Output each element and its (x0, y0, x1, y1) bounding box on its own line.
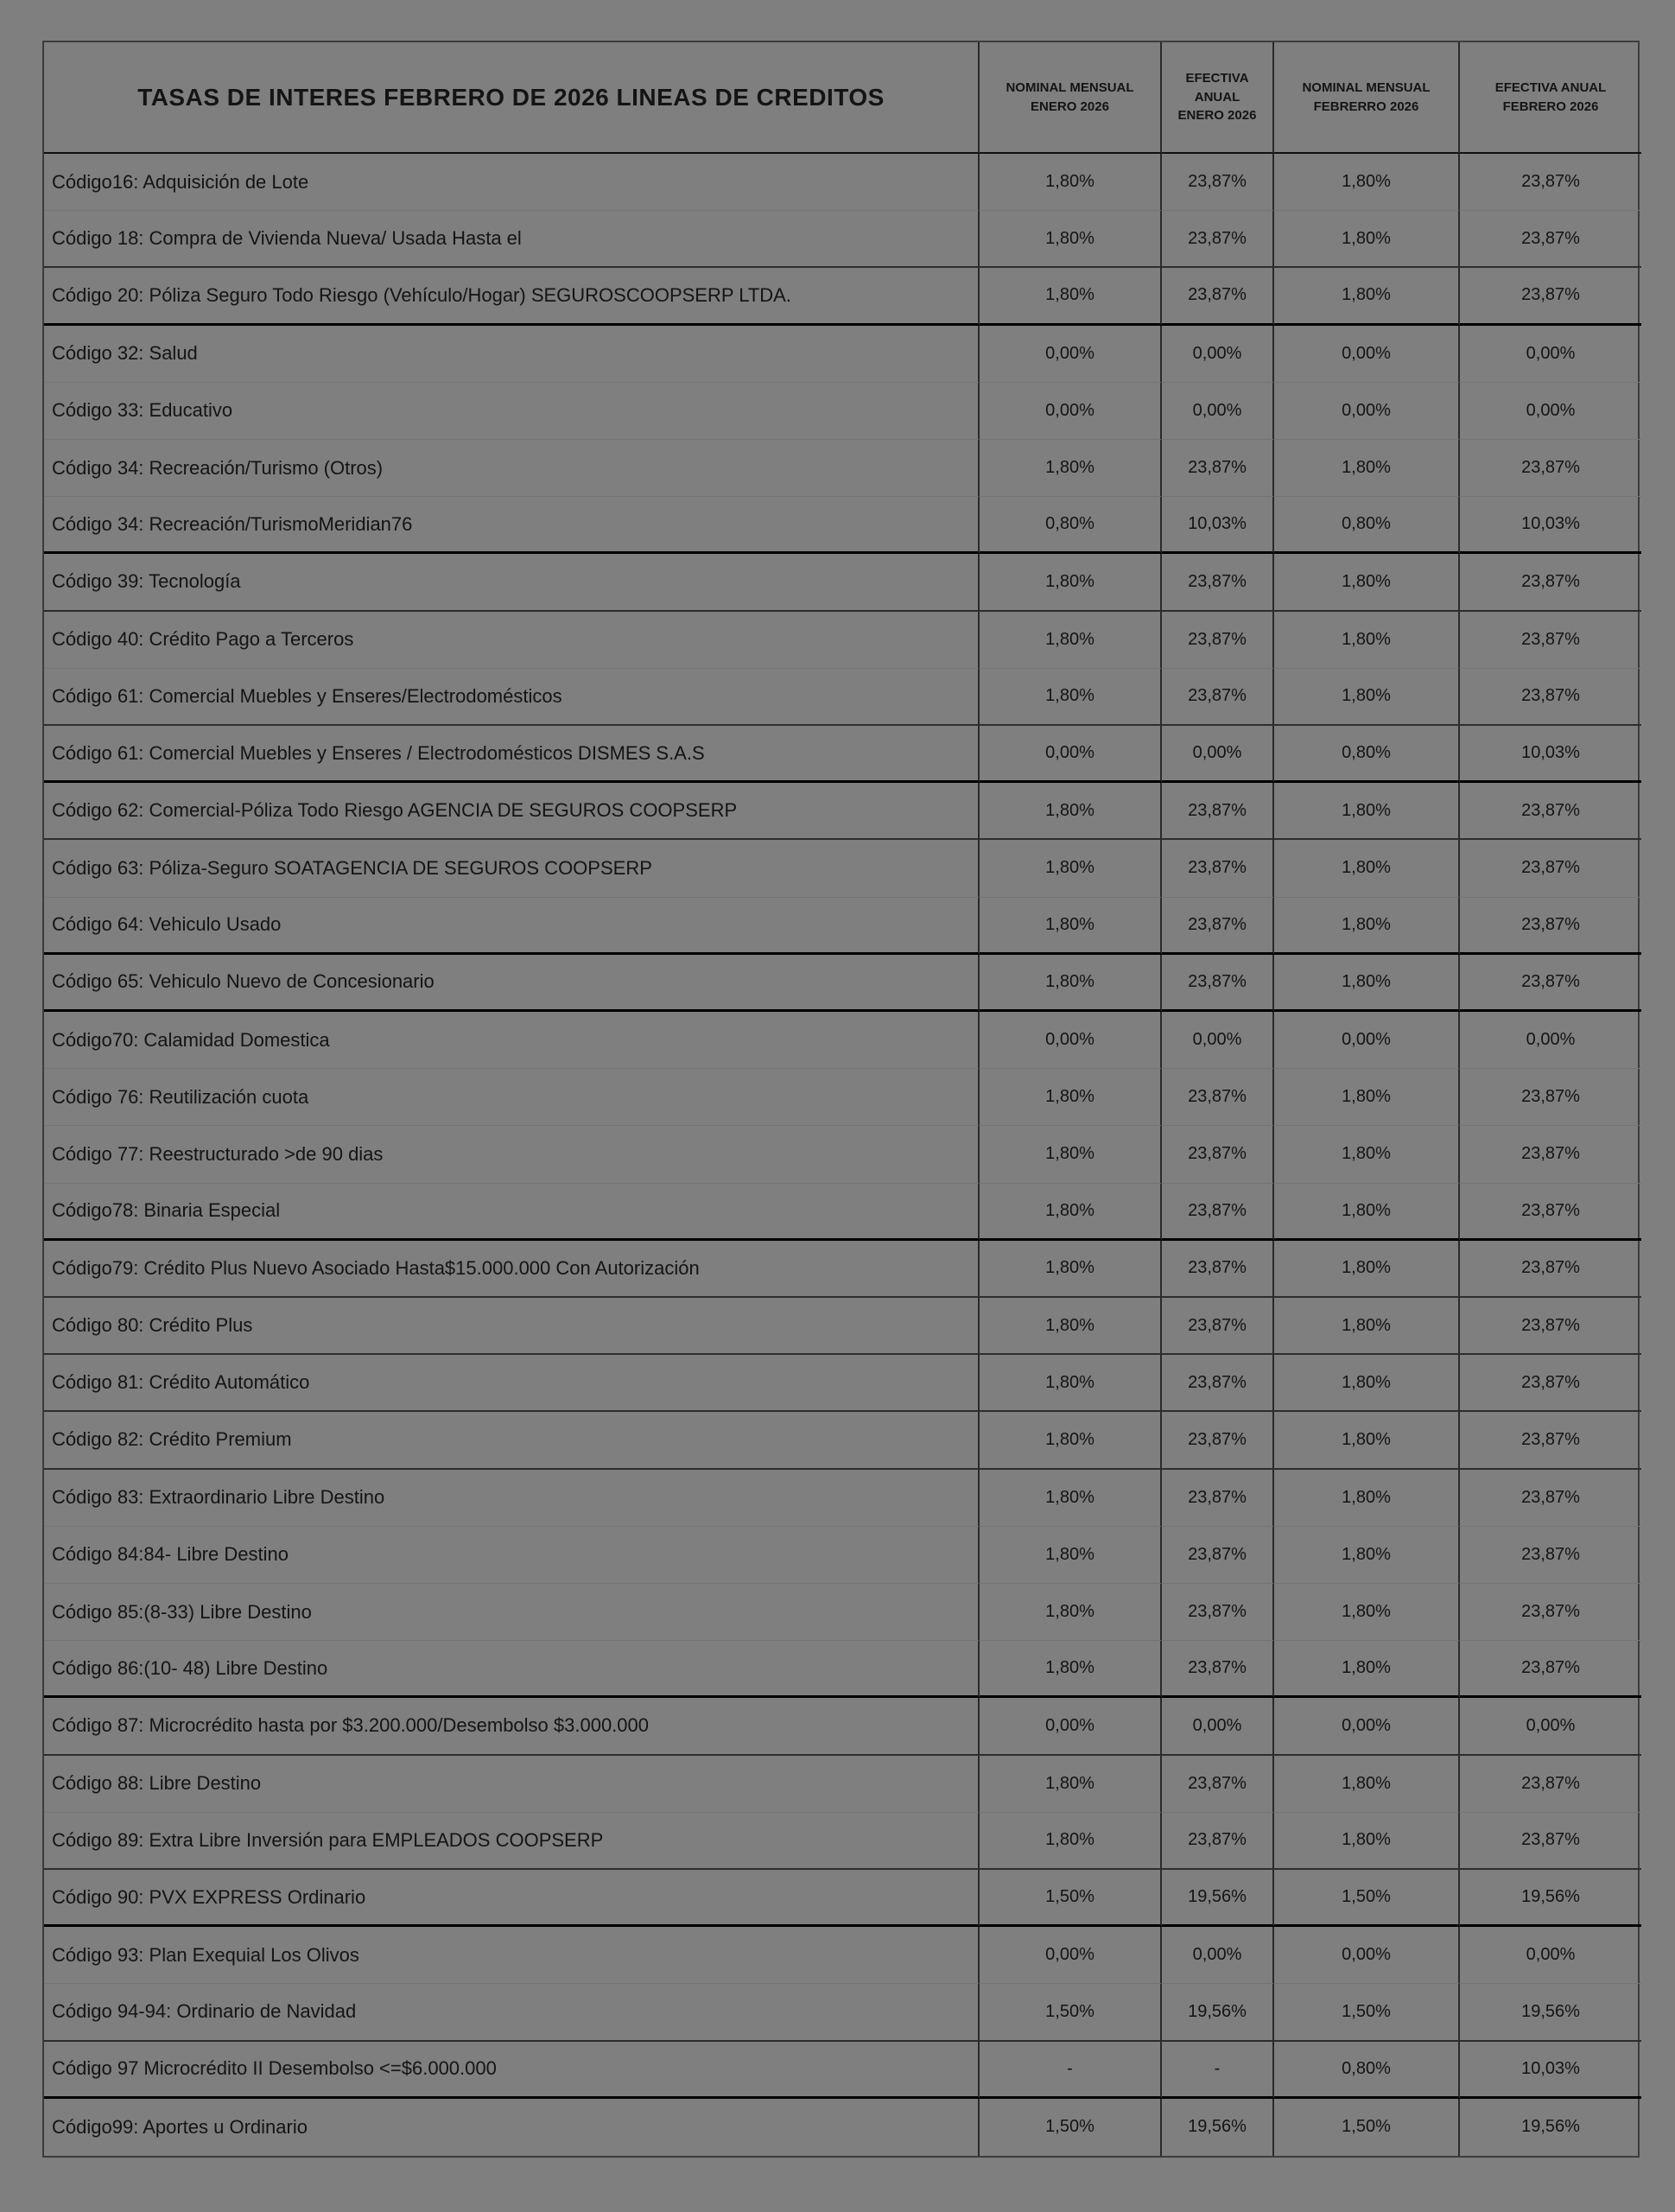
rate-cell-efectiva-febrero: 23,87% (1460, 783, 1641, 840)
rate-cell-efectiva-febrero: 23,87% (1460, 440, 1641, 497)
rate-cell-efectiva-enero: 23,87% (1162, 268, 1274, 325)
rate-cell-efectiva-febrero: 23,87% (1460, 1756, 1641, 1813)
row-label: Código 76: Reutilización cuota (44, 1069, 980, 1126)
rate-cell-efectiva-enero: 19,56% (1162, 1984, 1274, 2041)
rate-cell-nominal-enero: 1,80% (980, 1355, 1162, 1412)
rate-cell-efectiva-enero: 23,87% (1162, 783, 1274, 840)
column-header-efectiva-anual-febrero: EFECTIVA ANUAL FEBRERO 2026 (1460, 42, 1641, 154)
rate-cell-efectiva-febrero: 0,00% (1460, 1927, 1641, 1984)
table-title: TASAS DE INTERES FEBRERO DE 2026 LINEAS DE CREDITOS (44, 42, 980, 154)
rate-cell-nominal-febrero: 0,00% (1274, 383, 1460, 440)
row-label: Código 61: Comercial Muebles y Enseres/Electrodomésticos (44, 669, 980, 726)
rate-cell-nominal-enero: 1,80% (980, 268, 1162, 325)
rate-cell-efectiva-febrero: 23,87% (1460, 1470, 1641, 1527)
row-label: Código70: Calamidad Domestica (44, 1012, 980, 1069)
row-label: Código 39: Tecnología (44, 554, 980, 611)
rate-cell-efectiva-febrero: 19,56% (1460, 1870, 1641, 1927)
rate-cell-efectiva-febrero: 23,87% (1460, 1584, 1641, 1641)
row-label: Código 20: Póliza Seguro Todo Riesgo (Vehículo/Hogar) SEGUROSCOOPSERP LTDA. (44, 268, 980, 325)
row-label: Código 65: Vehiculo Nuevo de Concesionario (44, 955, 980, 1012)
rate-cell-nominal-enero: 1,80% (980, 1412, 1162, 1469)
rate-cell-nominal-enero: 1,50% (980, 1984, 1162, 2041)
rate-cell-nominal-enero: 1,50% (980, 2099, 1162, 2156)
rate-cell-efectiva-febrero: 23,87% (1460, 211, 1641, 268)
rate-cell-nominal-febrero: 0,80% (1274, 726, 1460, 783)
rate-cell-efectiva-enero: 0,00% (1162, 383, 1274, 440)
rate-cell-nominal-febrero: 1,50% (1274, 2099, 1460, 2156)
rate-cell-efectiva-enero: 23,87% (1162, 898, 1274, 955)
rate-cell-efectiva-enero: 23,87% (1162, 554, 1274, 611)
rate-cell-efectiva-enero: 23,87% (1162, 1355, 1274, 1412)
row-label: Código 80: Crédito Plus (44, 1298, 980, 1355)
column-header-nominal-mensual-febrero: NOMINAL MENSUAL FEBRERRO 2026 (1274, 42, 1460, 154)
rate-cell-nominal-enero: 0,00% (980, 1698, 1162, 1755)
rate-cell-nominal-febrero: 1,80% (1274, 1241, 1460, 1298)
rate-cell-efectiva-enero: 23,87% (1162, 840, 1274, 897)
rate-cell-nominal-febrero: 1,80% (1274, 1584, 1460, 1641)
rate-cell-nominal-febrero: 1,80% (1274, 211, 1460, 268)
row-label: Código 32: Salud (44, 326, 980, 383)
rate-cell-nominal-febrero: 1,80% (1274, 1813, 1460, 1870)
row-label: Código 82: Crédito Premium (44, 1412, 980, 1469)
row-label: Código 18: Compra de Vivienda Nueva/ Usada Hasta el (44, 211, 980, 268)
row-label: Código 87: Microcrédito hasta por $3.200.000/Desembolso $3.000.000 (44, 1698, 980, 1755)
rate-cell-nominal-febrero: 1,80% (1274, 1069, 1460, 1126)
rate-cell-efectiva-enero: 23,87% (1162, 1641, 1274, 1698)
rate-cell-efectiva-enero: 23,87% (1162, 612, 1274, 669)
rate-cell-efectiva-febrero: 0,00% (1460, 1698, 1641, 1755)
rate-cell-efectiva-enero: 23,87% (1162, 669, 1274, 726)
rate-cell-nominal-febrero: 1,80% (1274, 1641, 1460, 1698)
row-label: Código16: Adquisición de Lote (44, 154, 980, 211)
row-label: Código 97 Microcrédito II Desembolso <=$6.000.000 (44, 2042, 980, 2099)
rate-cell-nominal-febrero: 1,80% (1274, 154, 1460, 211)
rate-cell-nominal-enero: 1,80% (980, 1184, 1162, 1241)
rate-cell-nominal-enero: 0,00% (980, 726, 1162, 783)
rate-cell-efectiva-febrero: 23,87% (1460, 1355, 1641, 1412)
row-label: Código 90: PVX EXPRESS Ordinario (44, 1870, 980, 1927)
rate-cell-nominal-enero: 1,80% (980, 898, 1162, 955)
rate-cell-efectiva-enero: 0,00% (1162, 726, 1274, 783)
rate-cell-nominal-febrero: 0,00% (1274, 1012, 1460, 1069)
row-label: Código 63: Póliza-Seguro SOATAGENCIA DE SEGUROS COOPSERP (44, 840, 980, 897)
rate-cell-nominal-enero: 0,00% (980, 383, 1162, 440)
rate-cell-nominal-febrero: 1,80% (1274, 783, 1460, 840)
rate-cell-nominal-enero: 1,80% (980, 955, 1162, 1012)
rate-cell-efectiva-enero: 23,87% (1162, 1298, 1274, 1355)
rate-cell-nominal-febrero: 1,80% (1274, 1412, 1460, 1469)
rate-cell-efectiva-enero: 23,87% (1162, 955, 1274, 1012)
rate-cell-nominal-enero: 1,80% (980, 1813, 1162, 1870)
rate-cell-nominal-enero: 0,00% (980, 326, 1162, 383)
rate-cell-nominal-febrero: 0,80% (1274, 497, 1460, 554)
rate-cell-efectiva-febrero: 23,87% (1460, 1069, 1641, 1126)
rate-cell-nominal-febrero: 1,80% (1274, 898, 1460, 955)
rate-cell-efectiva-enero: 23,87% (1162, 1756, 1274, 1813)
rate-cell-efectiva-enero: 23,87% (1162, 1069, 1274, 1126)
row-label: Código 83: Extraordinario Libre Destino (44, 1470, 980, 1527)
rate-cell-nominal-enero: 0,00% (980, 1012, 1162, 1069)
rate-cell-efectiva-febrero: 23,87% (1460, 669, 1641, 726)
rate-cell-efectiva-enero: 23,87% (1162, 1584, 1274, 1641)
rate-cell-nominal-enero: 1,80% (980, 440, 1162, 497)
rate-cell-efectiva-enero: 19,56% (1162, 2099, 1274, 2156)
rate-cell-efectiva-febrero: 23,87% (1460, 1241, 1641, 1298)
rate-cell-nominal-enero: 1,80% (980, 840, 1162, 897)
rate-cell-efectiva-febrero: 23,87% (1460, 612, 1641, 669)
row-label: Código79: Crédito Plus Nuevo Asociado Hasta$15.000.000 Con Autorización (44, 1241, 980, 1298)
rate-cell-efectiva-enero: 10,03% (1162, 497, 1274, 554)
rate-cell-efectiva-febrero: 19,56% (1521, 2117, 1580, 2137)
rate-cell-nominal-enero: 1,80% (980, 1298, 1162, 1355)
rate-cell-efectiva-enero: - (1162, 2042, 1274, 2099)
rate-cell-nominal-enero: 1,80% (980, 1069, 1162, 1126)
column-header-efectiva-anual-enero: EFECTIVA ANUAL ENERO 2026 (1162, 42, 1274, 154)
rate-cell-nominal-febrero: 1,50% (1274, 1870, 1460, 1927)
rate-cell-efectiva-febrero: 23,87% (1460, 1298, 1641, 1355)
row-label: Código 85:(8-33) Libre Destino (44, 1584, 980, 1641)
rate-cell-efectiva-febrero: 23,87% (1460, 268, 1641, 325)
rate-cell-nominal-febrero: 1,80% (1274, 1355, 1460, 1412)
row-label: Código 89: Extra Libre Inversión para EMPLEADOS COOPSERP (44, 1813, 980, 1870)
row-label: Código 84:84- Libre Destino (44, 1527, 980, 1584)
rate-cell-efectiva-enero: 23,87% (1162, 1184, 1274, 1241)
rate-cell-efectiva-febrero: 23,87% (1460, 1527, 1641, 1584)
rate-cell-efectiva-enero: 23,87% (1162, 1126, 1274, 1183)
row-label: Código 94-94: Ordinario de Navidad (44, 1984, 980, 2041)
rate-cell-nominal-enero: 1,80% (980, 554, 1162, 611)
rate-cell-nominal-febrero: 1,80% (1274, 268, 1460, 325)
column-header-nominal-mensual-enero: NOMINAL MENSUAL ENERO 2026 (980, 42, 1162, 154)
rate-cell-efectiva-febrero: 10,03% (1460, 2042, 1641, 2099)
row-label: Código78: Binaria Especial (44, 1184, 980, 1241)
rate-cell-efectiva-enero: 23,87% (1162, 1241, 1274, 1298)
rate-cell-efectiva-febrero: 23,87% (1460, 554, 1641, 611)
rate-cell-nominal-febrero: 0,00% (1274, 326, 1460, 383)
rate-cell-nominal-enero: 1,80% (980, 154, 1162, 211)
rate-cell-efectiva-enero: 23,87% (1162, 211, 1274, 268)
rate-cell-efectiva-febrero: 23,87% (1460, 1813, 1641, 1870)
rate-cell-nominal-febrero: 0,00% (1274, 1927, 1460, 1984)
rate-cell-efectiva-febrero: 0,00% (1460, 383, 1641, 440)
rate-cell-efectiva-febrero: 19,56% (1460, 1984, 1641, 2041)
rate-cell-nominal-febrero: 1,80% (1274, 612, 1460, 669)
rate-cell-efectiva-febrero: 23,87% (1460, 1126, 1641, 1183)
rate-cell-efectiva-febrero: 23,87% (1460, 154, 1641, 211)
rate-cell-nominal-enero: 0,80% (980, 497, 1162, 554)
rate-cell-efectiva-enero: 23,87% (1162, 1470, 1274, 1527)
row-label: Código 33: Educativo (44, 383, 980, 440)
rate-cell-nominal-enero: 1,80% (980, 669, 1162, 726)
rate-cell-nominal-enero: 1,80% (980, 1527, 1162, 1584)
rate-cell-nominal-febrero: 1,80% (1274, 840, 1460, 897)
row-label: Código 64: Vehiculo Usado (44, 898, 980, 955)
rate-cell-nominal-febrero: 1,80% (1274, 1298, 1460, 1355)
rate-cell-efectiva-febrero: 10,03% (1460, 497, 1641, 554)
rate-cell-efectiva-enero: 23,87% (1162, 1527, 1274, 1584)
rate-cell-nominal-febrero: 1,80% (1274, 669, 1460, 726)
rates-table (42, 41, 1640, 2158)
rate-cell-efectiva-febrero: 10,03% (1460, 726, 1641, 783)
rate-cell-nominal-febrero: 0,80% (1274, 2042, 1460, 2099)
row-label: Código 77: Reestructurado >de 90 dias (44, 1126, 980, 1183)
row-label: Código 86:(10- 48) Libre Destino (44, 1641, 980, 1698)
row-label: Código99: Aportes u Ordinario (44, 2099, 980, 2156)
rate-cell-efectiva-enero: 0,00% (1162, 1927, 1274, 1984)
rate-cell-efectiva-febrero: 0,00% (1460, 326, 1641, 383)
rate-cell-efectiva-febrero: 23,87% (1460, 955, 1641, 1012)
rate-cell-efectiva-enero: 0,00% (1162, 1698, 1274, 1755)
row-label: Código 40: Crédito Pago a Terceros (44, 612, 980, 669)
rate-cell-nominal-enero: 1,80% (980, 783, 1162, 840)
rate-cell-nominal-enero: 1,80% (980, 1241, 1162, 1298)
rate-cell-nominal-enero: 0,00% (980, 1927, 1162, 1984)
row-label: Código 88: Libre Destino (44, 1756, 980, 1813)
rate-cell-nominal-febrero: 0,00% (1274, 1698, 1460, 1755)
row-label: Código 61: Comercial Muebles y Enseres / Electrodomésticos DISMES S.A.S (44, 726, 980, 783)
rate-cell-efectiva-febrero: 23,87% (1460, 898, 1641, 955)
rate-cell-efectiva-enero: 23,87% (1162, 154, 1274, 211)
rate-cell-nominal-febrero: 1,80% (1274, 1756, 1460, 1813)
rate-cell-nominal-febrero: 1,80% (1274, 1470, 1460, 1527)
rate-cell-nominal-enero: - (980, 2042, 1162, 2099)
rate-cell-nominal-febrero: 1,80% (1274, 440, 1460, 497)
row-label: Código 62: Comercial-Póliza Todo Riesgo AGENCIA DE SEGUROS COOPSERP (44, 783, 980, 840)
row-label: Código 81: Crédito Automático (44, 1355, 980, 1412)
row-label: Código 34: Recreación/TurismoMeridian76 (44, 497, 980, 554)
row-label: Código 93: Plan Exequial Los Olivos (44, 1927, 980, 1984)
rate-cell-nominal-febrero: 1,80% (1274, 1126, 1460, 1183)
rate-cell-efectiva-enero: 19,56% (1162, 1870, 1274, 1927)
rate-cell-nominal-enero: 1,80% (980, 1756, 1162, 1813)
rate-cell-nominal-enero: 1,80% (980, 1584, 1162, 1641)
rate-cell-efectiva-febrero: 23,87% (1460, 1641, 1641, 1698)
rate-cell-nominal-febrero: 1,80% (1274, 1527, 1460, 1584)
rate-cell-efectiva-enero: 23,87% (1162, 440, 1274, 497)
rate-cell-nominal-enero: 1,80% (980, 1641, 1162, 1698)
rate-cell-nominal-enero: 1,80% (980, 211, 1162, 268)
rate-cell-efectiva-enero: 23,87% (1162, 1412, 1274, 1469)
rate-cell-efectiva-febrero: 23,87% (1460, 1412, 1641, 1469)
rate-cell-nominal-enero: 1,80% (980, 1470, 1162, 1527)
rate-cell-nominal-febrero: 1,80% (1274, 955, 1460, 1012)
rate-cell-efectiva-febrero: 23,87% (1460, 840, 1641, 897)
rate-cell-efectiva-enero: 0,00% (1162, 1012, 1274, 1069)
rate-cell-nominal-febrero: 1,80% (1274, 1184, 1460, 1241)
rate-cell-nominal-enero: 1,80% (980, 612, 1162, 669)
row-label: Código 34: Recreación/Turismo (Otros) (44, 440, 980, 497)
rate-cell-efectiva-enero: 0,00% (1162, 326, 1274, 383)
rate-cell-efectiva-febrero: 0,00% (1460, 1012, 1641, 1069)
rate-cell-nominal-febrero: 1,80% (1274, 554, 1460, 611)
rate-cell-nominal-enero: 1,80% (980, 1126, 1162, 1183)
rate-cell-nominal-febrero: 1,50% (1274, 1984, 1460, 2041)
rate-cell-efectiva-febrero: 23,87% (1460, 1184, 1641, 1241)
rate-cell-nominal-enero: 1,50% (980, 1870, 1162, 1927)
rate-cell-efectiva-enero: 23,87% (1162, 1813, 1274, 1870)
